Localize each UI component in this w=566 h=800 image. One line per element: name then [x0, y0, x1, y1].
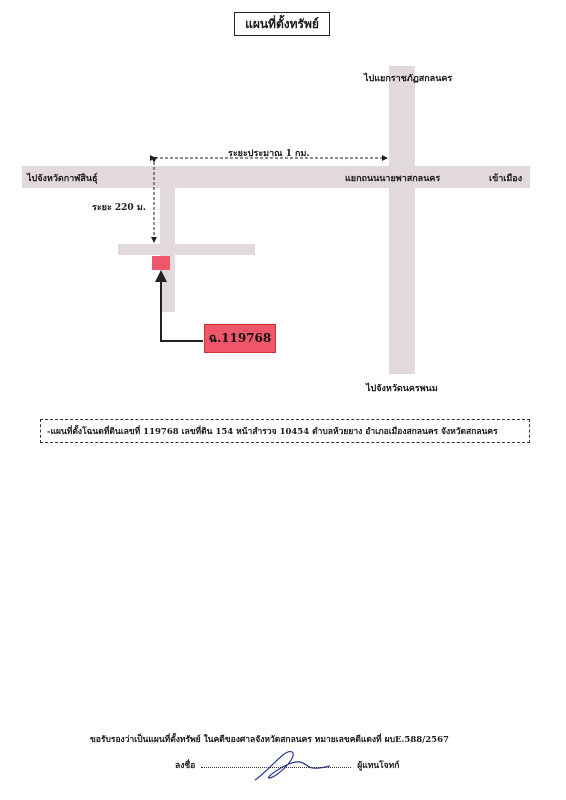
- label-north: ไปแยกราชภัฏสกลนคร: [364, 74, 453, 84]
- label-south: ไปจังหวัดนครพนม: [366, 384, 438, 394]
- label-junction: แยกถนนนายพาสกลนคร: [345, 174, 441, 184]
- certification-text: ขอรับรองว่าเป็นแผนที่ตั้งทรัพย์ ในคดีของศาลจังหวัดสกลนคร หมายเลขคดีแดงที่ ผบE.588/2567: [90, 735, 449, 745]
- signature-line: [201, 759, 351, 768]
- distance-label-horizontal: ระยะประมาณ 1 กม.: [228, 149, 310, 159]
- label-west: ไปจังหวัดกาฬสินธุ์: [27, 174, 98, 184]
- parcel-label: ฉ.119768: [204, 324, 276, 353]
- sign-suffix: ผู้แทนโจทก์: [357, 761, 400, 771]
- label-east: เข้าเมือง: [489, 174, 523, 184]
- parcel-description: -แผนที่ตั้งโฉนดที่ดินเลขที่ 119768 เลขที่ดิน 154 หน้าสำรวจ 10454 ตำบลห้วยยาง อำเภอเมืองสกลนคร จังหวัดสกลนคร: [40, 419, 530, 443]
- map-title: แผนที่ตั้งทรัพย์: [234, 12, 330, 36]
- distance-label-vertical: ระยะ 220 ม.: [92, 203, 146, 213]
- parcel-pointer-arrow: [161, 272, 203, 341]
- signature-row: [175, 758, 399, 772]
- sign-prefix: ลงชื่อ: [175, 761, 196, 771]
